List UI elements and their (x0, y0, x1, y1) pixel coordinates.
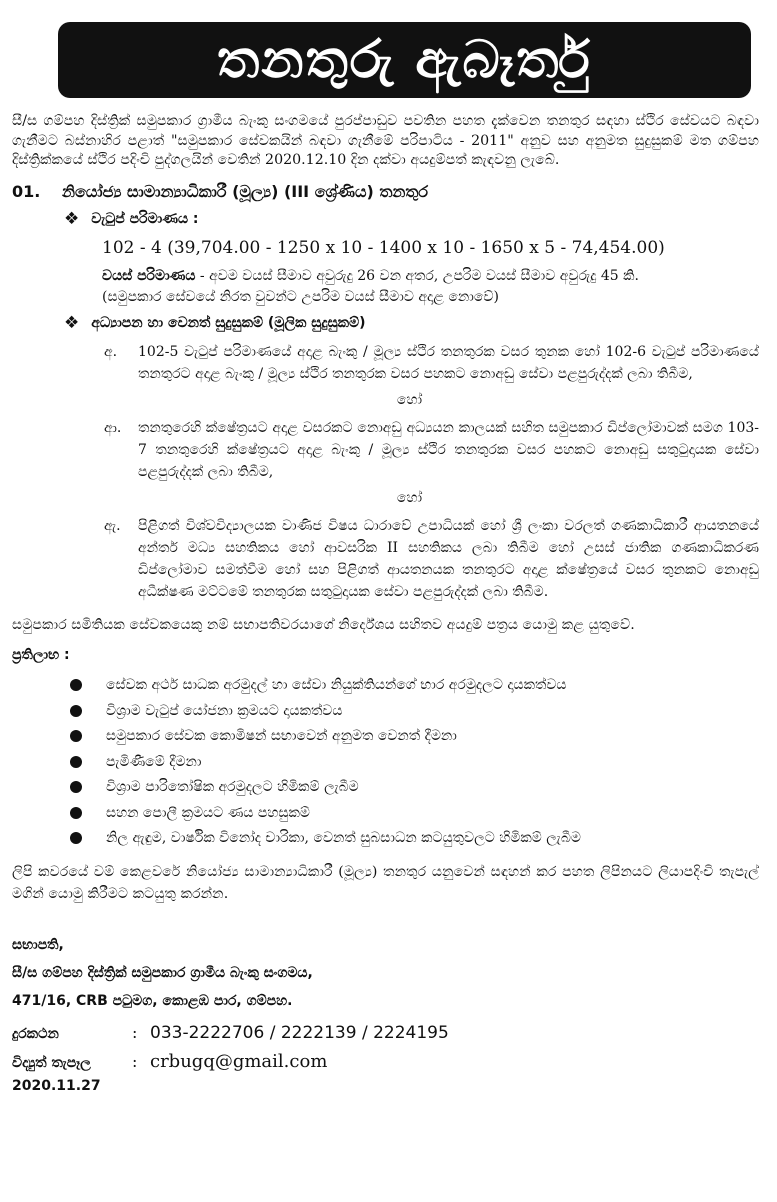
qualifications-heading-text: අධ්‍යාපන හා වෙනත් සුදුසුකම් (මූලික සුදුසුකම්) (91, 314, 366, 331)
qualifications-heading (64, 313, 759, 333)
age-label: වයස් පරිමාණය (102, 267, 196, 284)
recommendation-note: සමුපකාර සමිතියක සේවකයෙකු නම් සභාපතිවරයාගේ නිර්දේශය සහිතව අයදුම් පත්‍රය යොමු කළ යුතුවේ. (12, 616, 635, 633)
signature-address: 471/16, CRB පටුමග, කොළඹ පාර, ගම්පහ. (12, 993, 293, 1009)
qualification-letter: අ. (104, 343, 118, 360)
qualification-text: තනතුරෙහි ක්ෂේත්‍රයට අදාළ වසරකට නොඅඩු අධ්‍යයන කාලයක් සහිත සමුපකාර ඩිප්ලෝමාවක් සමග 103-7 තනතුරෙහි ක්ෂේත්‍රයට අදාළ බැංකු / මූල්‍ය ස්ථිර තනතුරක වසර පහකට නොඅඩු සතුටුදායක සේවා පළපුරුද්දක් ලබා තිබීම, (138, 419, 759, 480)
qualification-text: පිළිගත් විශ්වවිද්‍යාලයක වාණිජ විෂය ධාරාවේ උපාධියක් හෝ ශ්‍රී ලංකා වරලත් ගණකාධිකාරී ආයතනයේ අන්තර් මධ්‍ය සහතිකය හෝ ආවසරික II සහතිකය ලබා තිබීම හෝ උසස් ජාතික ගණකාධිකරණ ඩිප්ලෝමාව සමත්වීම හෝ සහ පිළිගත් ආයතනයක තනතුරට අදාළ ක්ෂේත්‍රයේ වසර තුනකට නොඅඩු අධීක්ෂණ මට්ටමේ තනතුරක සතුටුදායක සේවා පළපුරුද්දක් ලබා තිබීම. (138, 517, 759, 600)
salary-heading (64, 209, 759, 229)
salary-heading-text: වැටුප් පරිමාණය : (91, 210, 199, 227)
list-item (12, 673, 759, 699)
benefit-text: නිල ඇඳුම, වාර්ෂික විනෝද චාරිකා, වෙනත් සුබසාධන කටයුතුවලට හිමිකම් ලැබීම (106, 830, 581, 847)
age-note: (සමුපකාර සේවයේ නිරත වුවන්ට උපරිම වයස් සීමාව අදාළ නොවේ) (102, 288, 499, 305)
position-title: නියෝජ්‍ය සාමාන්‍යාධිකාරී (මූල්‍ය) (III ශ්‍රේණිය) තනතුර (62, 181, 429, 201)
email-colon: : (132, 1052, 138, 1071)
benefit-text: සමුපකාර සේවක කොමිෂන් සභාවෙන් අනුමත වෙනත් දීමනා (106, 728, 457, 745)
list-item (12, 724, 759, 750)
bullet-icon (70, 807, 82, 819)
email-row (12, 1051, 759, 1072)
page-title: තනතුරු ඇබෑර්තු (58, 22, 751, 98)
email-address: crbugq@gmail.com (150, 1051, 328, 1072)
benefit-text: විශ්‍රාම වැටුප් යෝජනා ක්‍රමයට දායකත්වය (106, 702, 343, 719)
diamond-bullet-icon: ❖ (64, 208, 80, 229)
benefits-list (12, 673, 759, 852)
qualification-item (104, 515, 759, 603)
benefit-text: පැමිණීමේ දීමනා (106, 753, 202, 770)
or-separator: හෝ (396, 489, 423, 506)
position-number: 01. (12, 181, 41, 201)
age-text: - අවම වයස් සීමාව අවුරුදු 26 වන අතර, උපරිම වයස් සීමාව අවුරුදු 45 කි. (195, 267, 639, 284)
qualification-letter: ආ. (104, 419, 122, 436)
position-heading (12, 181, 759, 203)
qualification-letter: ඇ. (104, 517, 121, 534)
list-item (12, 698, 759, 724)
qualification-text: 102-5 වැටුප් පරිමාණයේ අදාළ බැංකු / මූල්‍ය ස්ථිර තනතුරක වසර තුනක හෝ 102-6 වැටුප් පරිමාණයේ තනතුරට අදාළ බැංකු / මූල්‍ය ස්ථිර තනතුරක වසර පහකට නොඅඩු සේවා පළපුරුද්දක් ලබා තිබීම, (138, 343, 759, 382)
email-label: විද්‍යුත් තැපෑල (12, 1055, 91, 1071)
benefit-text: විශ්‍රාම පාරිතෝෂික අරමුදලට හිමිකම් ලැබීම (106, 779, 359, 796)
age-limit (102, 267, 759, 286)
signature-block (12, 931, 759, 1015)
diamond-bullet-icon: ❖ (64, 312, 80, 333)
list-item (12, 826, 759, 852)
signature-organization: සී/ස ගම්පහ දිස්ත්‍රික් සමුපකාර ග්‍රාමීය බැංකු සංගමය, (12, 965, 313, 981)
bullet-icon (70, 756, 82, 768)
salary-scale: 102 - 4 (39,704.00 - 1250 x 10 - 1400 x 10 - 1650 x 5 - 74,454.00) (102, 237, 665, 258)
bullet-icon (70, 832, 82, 844)
bullet-icon (70, 730, 82, 742)
signature-role: සභාපති, (12, 937, 64, 953)
bullet-icon (70, 705, 82, 717)
phone-number: 033-2222706 / 2222139 / 2224195 (150, 1023, 449, 1043)
bullet-icon (70, 679, 82, 691)
or-separator: හෝ (396, 391, 423, 408)
submission-instructions: ලිපි කවරයේ වම් කෙළවරේ නියෝජ්‍ය සාමාන්‍යාධිකාරී (මූල්‍ය) තනතුර යනුවෙන් සඳහන් කර පහත ලිපිනයට ලියාපදිංචි තැපැල් මගින් යොමු කිරීමට කටයුතු කරන්න. (12, 864, 759, 902)
benefit-text: සහන පොලී ක්‍රමයට ණය පහසුකම් (106, 804, 310, 821)
qualification-item (104, 417, 759, 483)
benefits-heading: ප්‍රතිලාභ : (12, 646, 70, 663)
intro-paragraph: සී/ස ගම්පහ දිස්ත්‍රික් සමුපකාර ග්‍රාමීය බැංකු සංගමයේ පුරප්පාඩුව පවතින පහත දැක්වෙන තනතුර සඳහා ස්ථිර සේවයට බඳවා ගැනීමට බස්නාහිර පළාත් "සමුපකාර සේවකයින් බඳවා ගැනීමේ පරිපාටිය - 2011" අනුව සහ අනුමත සුදුසුකම් මත ගම්පහ දිස්ත්‍රික්කයේ ස්ථිර පදිංචි පුද්ගලයින් වෙතින් 2020.12.10 දින දක්වා අයදුම්පත් කැඳවනු ලැබේ. (12, 113, 759, 168)
benefit-text: සේවක අර්ථ සාධක අරමුදල් හා සේවා නියුක්තියන්ගේ භාර අරමුදලට දායකත්වය (106, 677, 567, 694)
phone-label: දුරකථන (12, 1026, 59, 1042)
qualification-item (104, 341, 759, 385)
bullet-icon (70, 781, 82, 793)
list-item (12, 800, 759, 826)
publish-date: 2020.11.27 (12, 1078, 101, 1094)
list-item (12, 749, 759, 775)
phone-colon: : (132, 1023, 138, 1042)
list-item (12, 775, 759, 801)
phone-row (12, 1023, 759, 1043)
